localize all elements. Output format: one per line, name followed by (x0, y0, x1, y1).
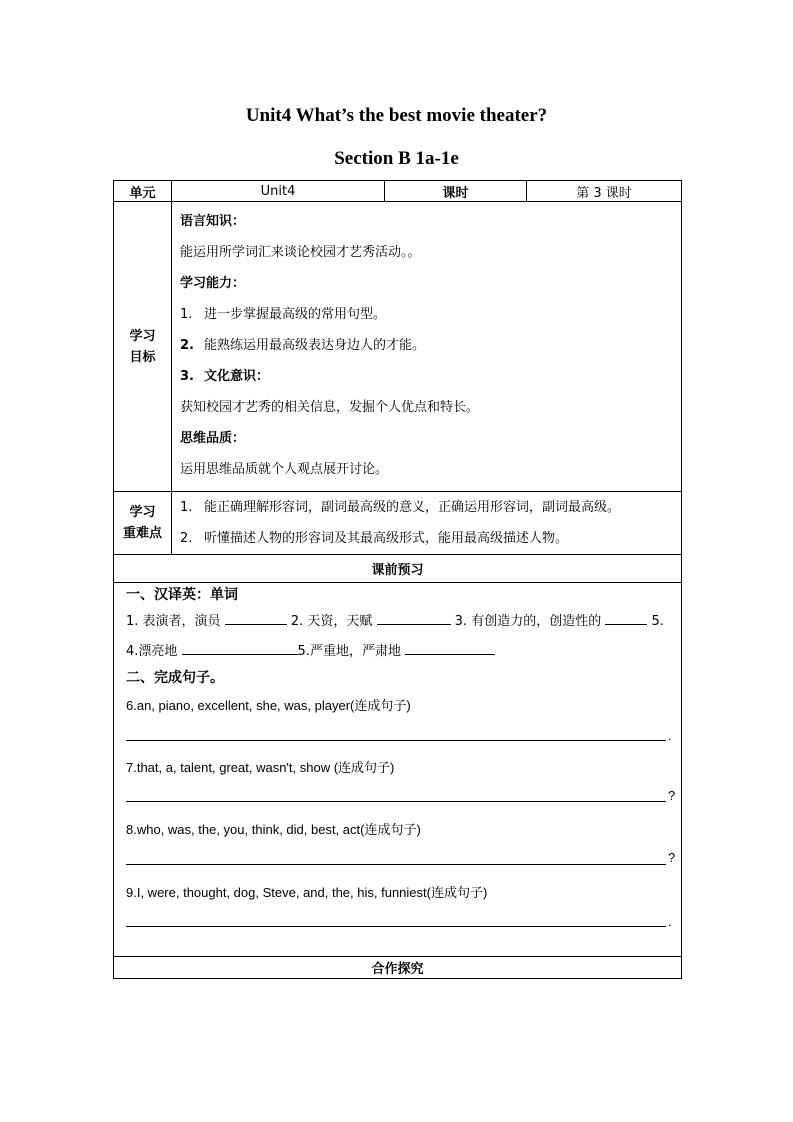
vocab-line-1: 1. 表演者，演员 2. 天资，天赋 3. 有创造力的，创造性的 5. (126, 610, 664, 629)
period-value: 第 3 课时 (527, 181, 682, 202)
lesson-table (113, 180, 682, 979)
answer-line[interactable] (126, 800, 666, 802)
difficulty-line: 1. 能正确理解形容词，副词最高级的意义，正确运用形容词，副词最高级。 (180, 500, 621, 515)
difficulties-label: 学习 重难点 (114, 492, 172, 555)
answer-line[interactable] (126, 739, 666, 741)
question-item: 7.that, a, talent, great, wasn't, show (连成句子) (126, 760, 395, 775)
vocab-line-2: 4.漂亮地 5.严重地，严肃地 (126, 640, 495, 659)
answer-blank[interactable] (182, 640, 298, 655)
objective-line: 运用思维品质就个人观点展开讨论。 (180, 462, 389, 477)
preview-row (114, 583, 682, 957)
answer-line[interactable] (126, 925, 666, 927)
answer-blank[interactable] (225, 610, 287, 625)
page-title: Unit4 What’s the best movie theater? (245, 105, 548, 126)
objective-line: 语言知识： (180, 214, 246, 229)
objectives-row (114, 202, 682, 492)
answer-blank[interactable] (377, 610, 451, 625)
objective-line: 思维品质： (180, 431, 246, 446)
preview-content (114, 583, 682, 957)
cooperation-heading-row (114, 957, 682, 979)
difficulty-line: 2. 听懂描述人物的形容词及其最高级形式，能用最高级描述人物。 (180, 531, 569, 546)
difficulties-content (172, 492, 682, 555)
answer-end-mark: ? (668, 788, 676, 803)
answer-end-mark: . (668, 728, 672, 743)
unit-value: Unit4 (172, 181, 385, 202)
unit-label: 单元 (114, 181, 172, 202)
objective-line: 学习能力： (180, 276, 246, 291)
header-row (114, 181, 682, 202)
preview-heading: 课前预习 (114, 555, 682, 583)
objective-line: 1. 进一步掌握最高级的常用句型。 (180, 307, 387, 322)
answer-end-mark: . (668, 914, 672, 929)
difficulties-row (114, 492, 682, 555)
part2-title: 二、完成句子。 (126, 670, 224, 686)
objective-line: 2. 能熟练运用最高级表达身边人的才能。 (180, 338, 426, 353)
objective-line: 获知校园才艺秀的相关信息，发掘个人优点和特长。 (180, 400, 480, 415)
preview-heading-row (114, 555, 682, 583)
cooperation-heading: 合作探究 (114, 957, 682, 979)
page-subtitle: Section B 1a-1e (334, 148, 459, 169)
objective-line: 3. 文化意识： (180, 369, 270, 384)
objectives-content (172, 202, 682, 492)
question-item: 8.who, was, the, you, think, did, best, act(连成句子) (126, 822, 421, 837)
question-item: 9.I, were, thought, dog, Steve, and, the, his, funniest(连成句子) (126, 885, 488, 900)
period-label: 课时 (385, 181, 527, 202)
objectives-label: 学习 目标 (114, 202, 172, 492)
answer-blank[interactable] (605, 610, 647, 625)
part1-title: 一、汉译英：单词 (126, 587, 238, 603)
answer-end-mark: ? (668, 850, 676, 865)
question-item: 6.an, piano, excellent, she, was, player(连成句子) (126, 698, 411, 713)
answer-line[interactable] (126, 863, 666, 865)
objective-line: 能运用所学词汇来谈论校园才艺秀活动。。 (180, 245, 421, 260)
answer-blank[interactable] (405, 640, 495, 655)
